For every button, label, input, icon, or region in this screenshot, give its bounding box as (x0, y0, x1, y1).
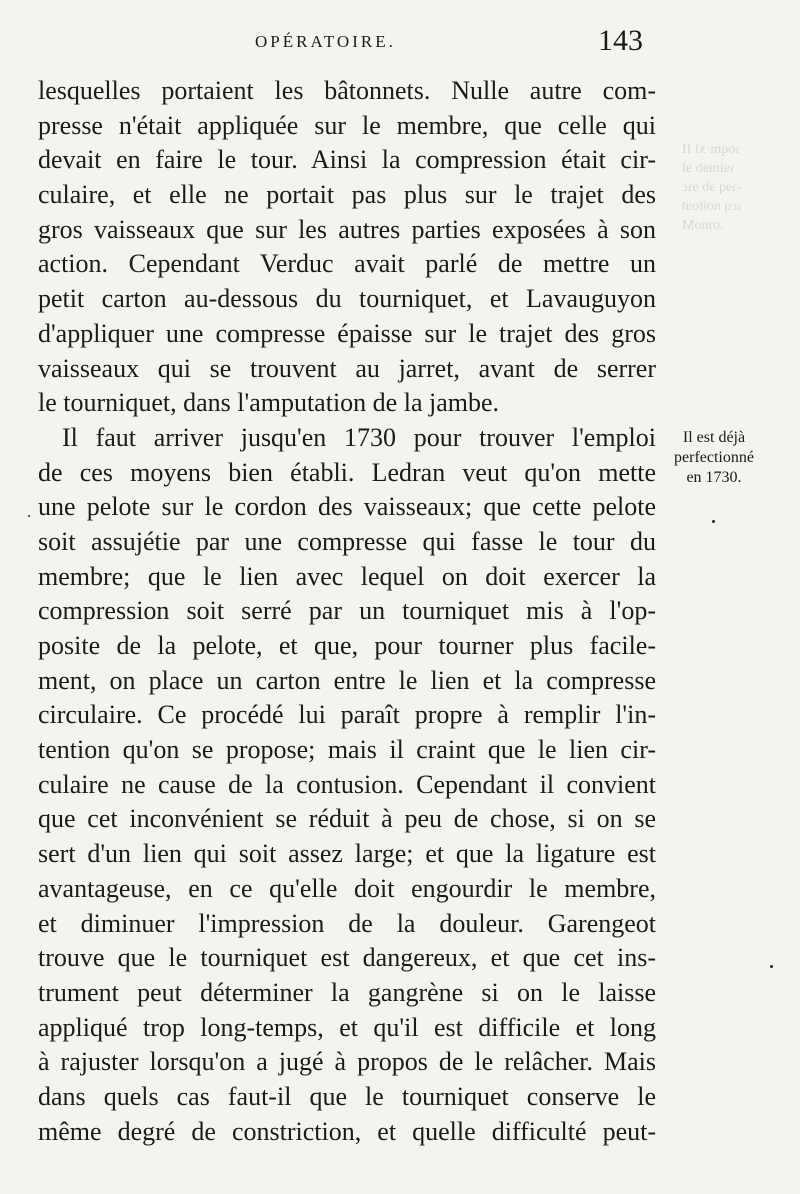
text-line: tention qu'on se propose; mais il craint que le lien cir- (38, 735, 656, 765)
text-line: à rajuster lorsqu'on a jugé à propos de le relâcher. Mais (38, 1047, 656, 1077)
ink-speck (712, 520, 715, 523)
text-line: avantageuse, en ce qu'elle doit engourdir le membre, (38, 873, 656, 903)
text-line: soit assujétie par une compresse qui fasse le tour du (38, 526, 656, 556)
text-line: posite de la pelote, et que, pour tourner plus facile- (38, 631, 656, 660)
text-line: dans quels cas faut-il que le tourniquet conserve le (38, 1081, 656, 1111)
text-line: vaisseaux qui se trouvent au jarret, avant de serrer (38, 353, 656, 383)
text-line: que cet inconvénient se réduit à peu de chose, si on se (38, 804, 656, 834)
margin-note-line: en 1730. (686, 469, 742, 486)
text-line: circulaire. Ce procédé lui paraît propre à remplir l'in- (38, 700, 656, 730)
body-text (38, 74, 656, 1149)
text-line: culaire ne cause de la contusion. Cependant il convient (38, 769, 656, 799)
margin-note (660, 428, 768, 488)
text-line: gros vaisseaux que sur les autres parties exposées à son (38, 214, 656, 244)
text-line: lesquelles portaient les bâtonnets. Nulle autre com- (38, 76, 656, 105)
text-line: presse n'était appliquée sur le membre, que celle qui (38, 110, 656, 140)
bleed-through-text: ɿoqm·xi II ɿɘimɘb ɘl -ɿɘq ɘb ɘɿɛ ɿɛq noitoɘʇ .oɿnoM (682, 142, 742, 233)
text-line: compression soit serré par un tourniquet mis à l'op- (38, 596, 656, 626)
text-line: le tourniquet, dans l'amputation de la jambe. (38, 388, 500, 418)
text-line: petit carton au-dessous du tourniquet, et Lavauguyon (38, 284, 656, 314)
text-line: de ces moyens bien établi. Ledran veut qu'on mette (38, 457, 656, 487)
text-line: appliqué trop long-temps, et qu'il est difficile et long (38, 1012, 656, 1042)
text-line: une pelote sur le cordon des vaisseaux; que cette pelote (38, 492, 656, 522)
margin-note-line: Il est déjà (682, 429, 746, 446)
text-line: action. Cependant Verduc avait parlé de mettre un (38, 249, 656, 279)
text-line: d'appliquer une compresse épaisse sur le trajet des gros (38, 318, 656, 348)
text-line: sert d'un lien qui soit assez large; et que la ligature est (38, 839, 656, 869)
text-line: trouve que le tourniquet est dangereux, et que cet ins- (38, 943, 656, 973)
text-line: même degré de constriction, et quelle difficulté peut- (38, 1116, 656, 1146)
margin-note-line: perfectionné (674, 449, 754, 466)
text-line: trument peut déterminer la gangrène si on le laisse (38, 977, 656, 1007)
text-line: devait en faire le tour. Ainsi la compression était cir- (38, 145, 656, 175)
text-line: et diminuer l'impression de la douleur. Garengeot (38, 908, 656, 938)
text-line: culaire, et elle ne portait pas plus sur le trajet des (38, 180, 656, 210)
page-number: 143 (598, 24, 643, 57)
text-line: ment, on place un carton entre le lien et la compresse (38, 665, 656, 695)
text-line: Il faut arriver jusqu'en 1730 pour trouver l'emploi (62, 422, 656, 452)
ink-speck (770, 965, 773, 968)
text-line: membre; que le lien avec lequel on doit exercer la (38, 561, 656, 591)
running-head: OPÉRATOIRE. (255, 32, 396, 51)
ink-speck (28, 515, 30, 517)
